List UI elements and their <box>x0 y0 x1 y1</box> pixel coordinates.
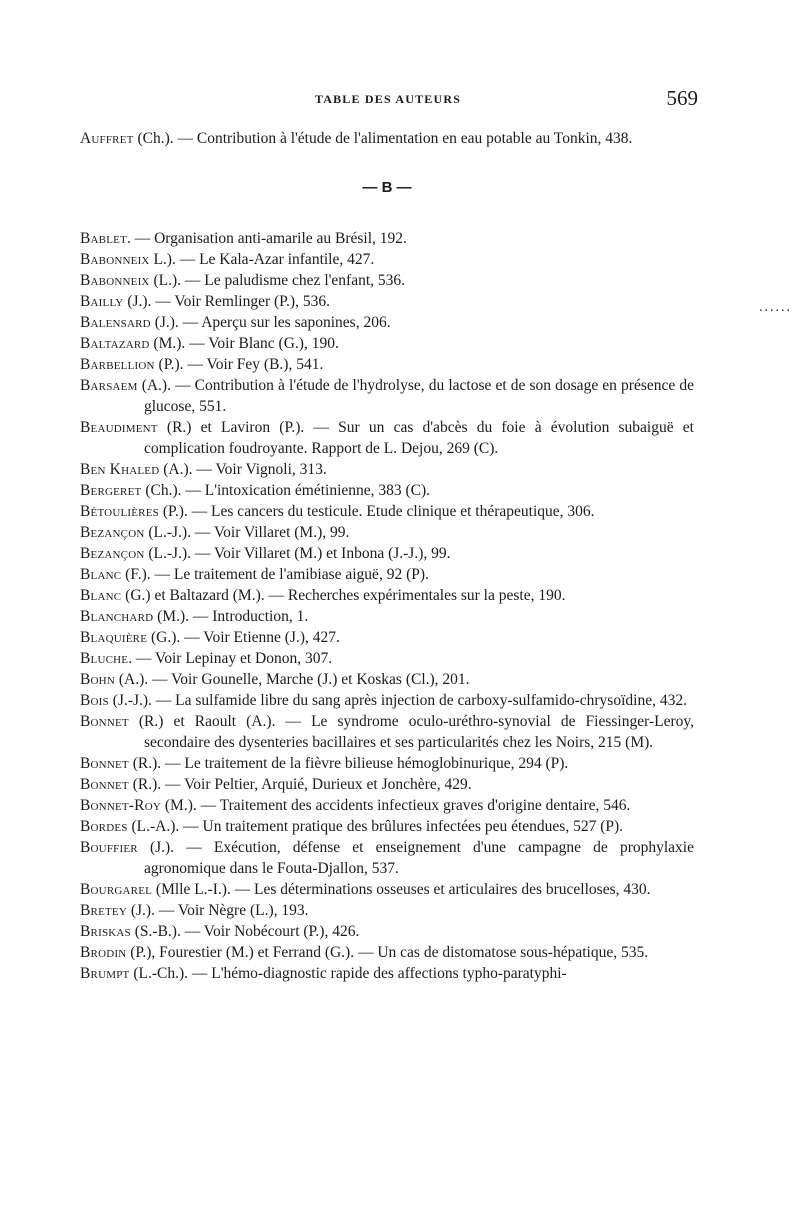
index-entry <box>80 249 694 270</box>
author-name: Bablet <box>80 230 127 247</box>
author-name: Blanc <box>80 587 122 604</box>
index-entry <box>80 942 694 963</box>
index-entry <box>80 669 694 690</box>
index-entry <box>80 522 694 543</box>
entry-text: (A.). — Contribution à l'étude de l'hydrolyse, du lactose et de son dosage en présence de glucose, 551. <box>137 377 694 415</box>
index-entry <box>80 837 694 879</box>
author-name: Ben Khaled <box>80 461 160 478</box>
author-name: Bluche <box>80 650 129 667</box>
author-name: Balensard <box>80 314 151 331</box>
index-entry <box>80 648 694 669</box>
index-entry <box>80 753 694 774</box>
entry-text: (P.). — Les cancers du testicule. Etude clinique et thérapeutique, 306. <box>158 503 595 520</box>
author-name: Babonneix <box>80 272 150 289</box>
entry-text: (Ch.). — Contribution à l'étude de l'alimentation en eau potable au Tonkin, 438. <box>133 130 633 147</box>
entry-text: (J.). — Voir Nègre (L.), 193. <box>126 902 309 919</box>
author-name: Blanc <box>80 566 122 583</box>
index-entry <box>80 270 694 291</box>
author-name: Bonnet <box>80 776 129 793</box>
author-name: Auffret <box>80 130 134 147</box>
author-name: Beaudiment <box>80 419 158 436</box>
author-name: Bonnet <box>80 755 129 772</box>
entry-text: (J.). — Aperçu sur les saponines, 206. <box>150 314 391 331</box>
author-name: Bohn <box>80 671 115 688</box>
author-name: Brodin <box>80 944 127 961</box>
entry-text: (J.). — Voir Remlinger (P.), 536. <box>123 293 330 310</box>
entry-text: (L.-Ch.). — L'hémo-diagnostic rapide des affections typho-paratyphi- <box>129 965 567 982</box>
entry-text: (M.). — Traitement des accidents infectieux graves d'origine dentaire, 546. <box>161 797 631 814</box>
index-entry <box>80 543 694 564</box>
index-entry <box>80 690 694 711</box>
entry-text: (J.-J.). — La sulfamide libre du sang après injection de carboxy-sulfamido-chrysoïdine, 432. <box>108 692 687 709</box>
author-name: Bonnet-Roy <box>80 797 161 814</box>
running-title: TABLE DES AUTEURS <box>314 92 462 106</box>
author-name: Bezançon <box>80 545 145 562</box>
entry-text: (P.), Fourestier (M.) et Ferrand (G.). — Un cas de distomatose sous-hépatique, 535. <box>126 944 649 961</box>
index-entry <box>80 816 694 837</box>
entry-text: . — Organisation anti-amarile au Brésil, 192. <box>126 230 407 247</box>
author-name: Brumpt <box>80 965 130 982</box>
entry-text: (R.). — Voir Peltier, Arquié, Durieux et Jonchère, 429. <box>128 776 472 793</box>
index-entry <box>80 333 694 354</box>
index-entry <box>80 128 694 149</box>
index-entry <box>80 459 694 480</box>
author-name: Blaquière <box>80 629 148 646</box>
index-entry <box>80 606 694 627</box>
author-index <box>80 128 694 984</box>
entry-text: (Ch.). — L'intoxication émétinienne, 383 (C). <box>141 482 431 499</box>
index-entry <box>80 879 694 900</box>
index-entry <box>80 921 694 942</box>
index-entry <box>80 900 694 921</box>
index-entry <box>80 774 694 795</box>
author-name: Bourgarel <box>80 881 153 898</box>
entry-text: (A.). — Voir Gounelle, Marche (J.) et Koskas (Cl.), 201. <box>114 671 470 688</box>
entry-text: (S.-B.). — Voir Nobécourt (P.), 426. <box>130 923 360 940</box>
author-name: Bergeret <box>80 482 142 499</box>
entry-text: (P.). — Voir Fey (B.), 541. <box>154 356 324 373</box>
author-name: Babonneix <box>80 251 150 268</box>
entry-text: (R.). — Le traitement de la fièvre bilieuse hémoglobinurique, 294 (P). <box>128 755 569 772</box>
entry-text: (L.-A.). — Un traitement pratique des brûlures infectées peu étendues, 527 (P). <box>127 818 624 835</box>
entry-text: (F.). — Le traitement de l'amibiase aiguë, 92 (P). <box>121 566 429 583</box>
entry-text: (A.). — Voir Vignoli, 313. <box>159 461 327 478</box>
index-entry <box>80 963 694 984</box>
entry-text: (G.). — Voir Etienne (J.), 427. <box>147 629 340 646</box>
entry-text: (M.). — Voir Blanc (G.), 190. <box>149 335 339 352</box>
entry-text: (J.). — Exécution, défense et enseignement d'une campagne de prophylaxie agronomique dans le Fouta-Djallon, 537. <box>137 839 694 877</box>
author-name: Bonnet <box>80 713 129 730</box>
page-header <box>78 86 698 114</box>
entry-text: (L.-J.). — Voir Villaret (M.) et Inbona (J.-J.), 99. <box>144 545 451 562</box>
index-entry <box>80 354 694 375</box>
author-name: Bouffier <box>80 839 138 856</box>
entry-text: (L.). — Le paludisme chez l'enfant, 536. <box>149 272 406 289</box>
entry-text: (G.) et Baltazard (M.). — Recherches expérimentales sur la peste, 190. <box>121 587 566 604</box>
entry-text: L.). — Le Kala-Azar infantile, 427. <box>149 251 375 268</box>
index-entry <box>80 564 694 585</box>
author-name: Baltazard <box>80 335 150 352</box>
author-name: Barsaem <box>80 377 138 394</box>
author-name: Bezançon <box>80 524 145 541</box>
index-entry <box>80 795 694 816</box>
index-entry <box>80 480 694 501</box>
author-name: Bailly <box>80 293 124 310</box>
index-entry <box>80 375 694 417</box>
decorative-dots: ...... <box>759 300 792 315</box>
entry-text: (M.). — Introduction, 1. <box>153 608 309 625</box>
index-entry <box>80 627 694 648</box>
author-name: Bordes <box>80 818 128 835</box>
entry-text: (L.-J.). — Voir Villaret (M.), 99. <box>144 524 350 541</box>
index-entry <box>80 585 694 606</box>
author-name: Bétoulières <box>80 503 159 520</box>
index-entry <box>80 711 694 753</box>
entry-text: (R.) et Raoult (A.). — Le syndrome oculo-uréthro-synovial de Fiessinger-Leroy, secondaire des dysenteries bacillaires et ses particularités chez les Noirs, 215 (M). <box>128 713 694 751</box>
author-name: Blanchard <box>80 608 154 625</box>
section-heading-b: — B — <box>362 179 412 196</box>
index-entry <box>80 228 694 249</box>
entries-section-b <box>80 228 694 984</box>
author-name: Bois <box>80 692 109 709</box>
index-entry <box>80 312 694 333</box>
index-entry <box>80 417 694 459</box>
index-entry <box>80 291 694 312</box>
author-name: Briskas <box>80 923 131 940</box>
author-name: Bretey <box>80 902 127 919</box>
entry-text: (R.) et Laviron (P.). — Sur un cas d'abcès du foie à évolution subaiguë et complication foudroyante. Rapport de L. Dejou, 269 (C). <box>144 419 694 457</box>
entry-text: (Mlle L.-I.). — Les déterminations osseuses et articulaires des brucelloses, 430. <box>152 881 651 898</box>
page-number: 569 <box>666 86 698 110</box>
index-entry <box>80 501 694 522</box>
author-name: Barbellion <box>80 356 155 373</box>
entries-before-section <box>80 128 694 149</box>
entry-text: . — Voir Lepinay et Donon, 307. <box>128 650 333 667</box>
